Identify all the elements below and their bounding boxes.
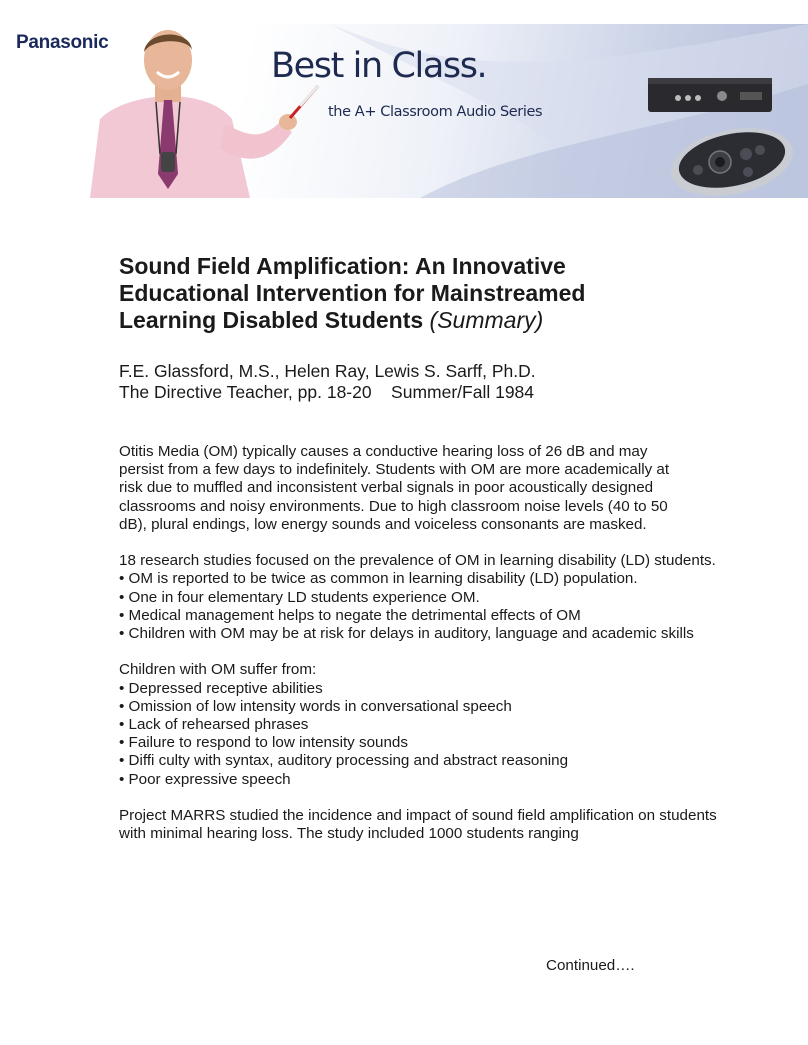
list-item: • OM is reported to be twice as common in learning disability (LD) population. xyxy=(119,570,638,588)
list-item: • Poor expressive speech xyxy=(119,770,291,788)
list-item: • Depressed receptive abilities xyxy=(119,679,323,697)
paragraph-otitis-media: Otitis Media (OM) typically causes a conductive hearing loss of 26 dB and may persist from a few days to indefinitely. Students with OM are more academically at risk due to muffled and inconsistent verbal signals in poor acoustically designed classrooms and noisy environments. Due to high classroom noise levels (40 to 50 dB), plural endings, low energy sounds and voiceless consonants are masked. xyxy=(119,443,670,533)
list-item: • Diffi culty with syntax, auditory processing and abstract reasoning xyxy=(119,752,569,770)
list-item: • Medical management helps to negate the detrimental effects of OM xyxy=(119,606,581,624)
list-intro-suffer: Children with OM suffer from: xyxy=(119,661,317,679)
list-item: • Lack of rehearsed phrases xyxy=(119,716,309,734)
article-body xyxy=(119,253,719,843)
list-item: • One in four elementary LD students experience OM. xyxy=(119,588,480,606)
brand-logo: Panasonic xyxy=(16,32,109,53)
paragraph-project-marrs: Project MARRS studied the incidence and impact of sound field amplification on students with minimal hearing loss. The study included 1000 students ranging xyxy=(119,807,717,843)
paragraph-research-studies: 18 research studies focused on the prevalence of OM in learning disability (LD) students. xyxy=(119,552,716,570)
list-item: • Omission of low intensity words in conversational speech xyxy=(119,697,512,715)
bullet-list-om-effects xyxy=(119,680,719,789)
article-authors-block xyxy=(119,361,719,403)
header-banner xyxy=(0,24,808,198)
audio-device-illustration xyxy=(640,74,808,198)
citation-line: The Directive Teacher, pp. 18-20 Summer/Fall 1984 xyxy=(119,382,535,402)
list-item: • Failure to respond to low intensity sounds xyxy=(119,734,408,752)
title-summary-tag: (Summary) xyxy=(429,307,544,333)
banner-headline: Best in Class. xyxy=(271,46,487,86)
banner-subheadline: the A+ Classroom Audio Series xyxy=(328,104,543,120)
title-main: Sound Field Amplification: An Innovative Educational Intervention for Mainstreamed Learning Disabled Students xyxy=(119,253,586,333)
continued-note: Continued…. xyxy=(546,957,635,974)
article-title xyxy=(119,253,679,334)
bullet-list-om-facts xyxy=(119,570,719,643)
authors-line: F.E. Glassford, M.S., Helen Ray, Lewis S. Sarff, Ph.D. xyxy=(119,361,536,381)
list-item: • Children with OM may be at risk for delays in auditory, language and academic skills xyxy=(119,625,694,643)
